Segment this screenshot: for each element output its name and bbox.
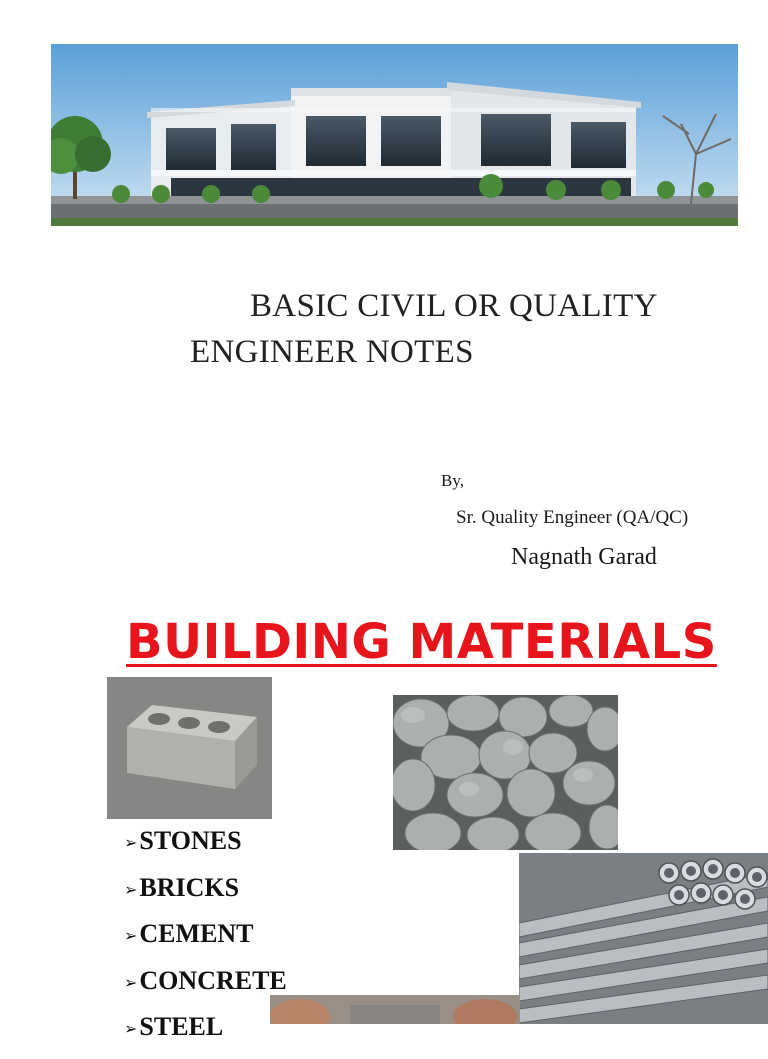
document-title-line1: BASIC CIVIL OR QUALITY	[250, 288, 658, 324]
document-title-line2: ENGINEER NOTES	[190, 334, 474, 370]
hands-image	[270, 995, 520, 1024]
stones-image	[393, 695, 618, 850]
list-item: ➢CONCRETE	[124, 965, 287, 995]
author-role: Sr. Quality Engineer (QA/QC)	[456, 507, 689, 528]
concrete-block-image	[107, 677, 272, 819]
section-heading: BUILDING MATERIALS	[126, 614, 717, 670]
byline-by: By,	[441, 471, 464, 490]
steel-pipes-image	[519, 853, 768, 1024]
list-item: ➢CEMENT	[124, 919, 254, 948]
arrowhead-bullet-icon: ➢	[124, 1019, 138, 1039]
author-name: Nagnath Garad	[511, 544, 657, 570]
arrowhead-bullet-icon: ➢	[124, 879, 138, 899]
arrowhead-bullet-icon: ➢	[124, 972, 138, 992]
list-item: ➢STEEL	[124, 1012, 224, 1041]
arrowhead-bullet-icon: ➢	[124, 833, 138, 853]
list-item: ➢BRICKS	[124, 872, 240, 902]
list-item: ➢STONES	[124, 826, 242, 855]
arrowhead-bullet-icon: ➢	[124, 926, 138, 946]
banner-building-image	[51, 44, 738, 226]
